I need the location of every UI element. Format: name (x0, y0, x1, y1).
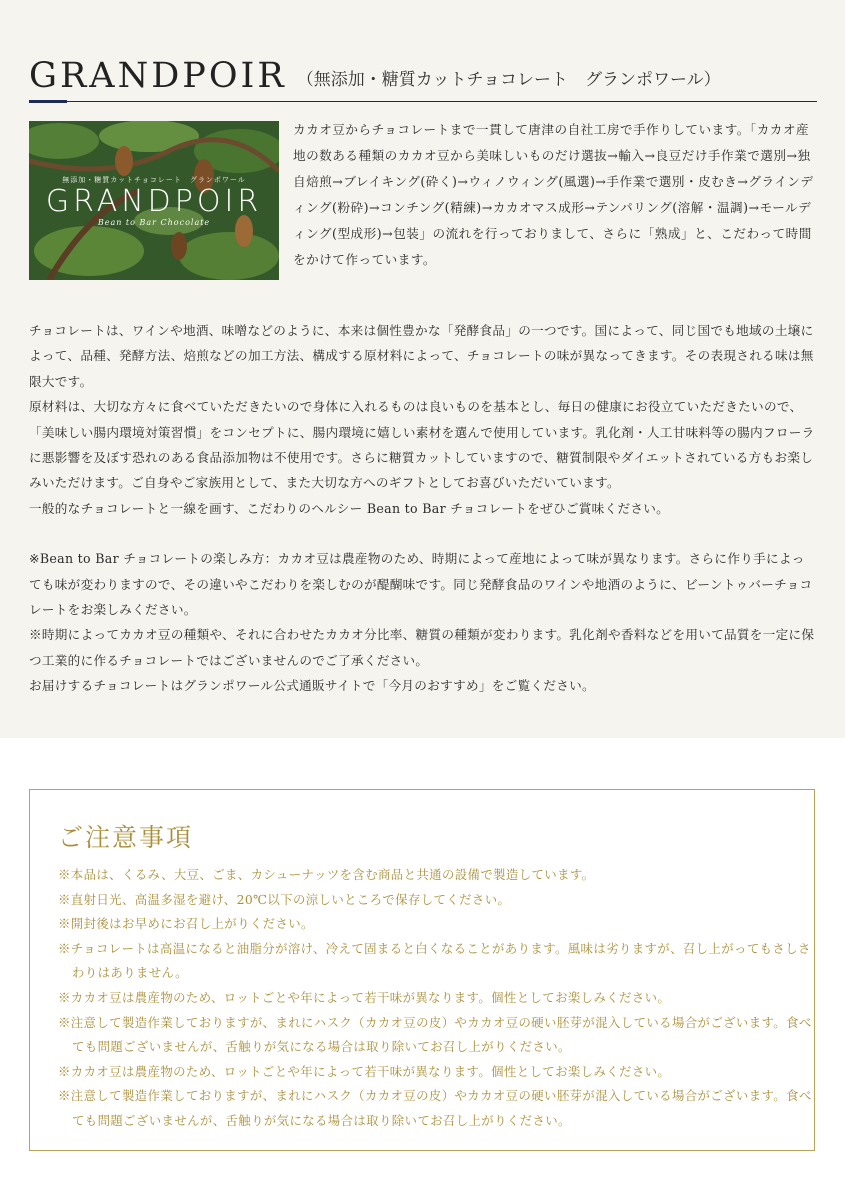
title-divider (29, 101, 817, 102)
notice-box (29, 789, 815, 1151)
title-row (29, 46, 817, 94)
notice-title: ご注意事項 (58, 823, 194, 852)
body-paragraph: ※Bean to Bar チョコレートの楽しみ方：カカオ豆は農産物のため、時期によって産地によって味が異なります。さらに作り手によっても味が変わりますので、その違いやこだわりを楽しむのが醍醐味です。同じ発酵食品のワインや地酒のように、ビーントゥバーチョコレートをお楽しみください。 (29, 551, 813, 618)
title-divider-accent (29, 100, 67, 103)
notice-item: ※カカオ豆は農産物のため、ロットごとや年によって若干味が異なります。個性としてお楽しみください。 (58, 1063, 671, 1079)
photo-logo-tagline: Bean to Bar Chocolate (97, 217, 211, 227)
notice-item: ※カカオ豆は農産物のため、ロットごとや年によって若干味が異なります。個性としてお楽しみください。 (58, 989, 671, 1005)
notice-item: ※開封後はお早めにお召し上がりください。 (58, 916, 314, 932)
photo-logo: GRANDPOIR (45, 183, 263, 219)
photo-logo-overlay (29, 121, 279, 280)
description-body (29, 318, 817, 699)
cacao-tree-photo (29, 121, 279, 280)
body-paragraph: 原材料は、大切な方々に食べていただきたいので身体に入れるものは良いものを基本とし、毎日の健康にお役立ていただきたいので、「美味しい腸内環境対策習慣」をコンセプトに、腸内環境に嬉しい素材を選んで使用しています。乳化剤・人工甘味料等の腸内フローラに悪影響を及ぼす恐れのある食品添加物は不使用です。さらに糖質カットしていますので、糖質制限やダイエットされている方もお楽しみいただけます。ご自身やご家族用として、また大切な方へのギフトとしてお喜びいただいています。 (29, 399, 815, 491)
intro-text: カカオ豆からチョコレートまで一貫して唐津の自社工房で手作りしています。「カカオ産地の数ある種類のカカオ豆から美味しいものだけ選抜→輸入→良豆だけ手作業で選別→独自焙煎→ブレイキング(砕く)→ウィノウィング(風選)→手作業で選別・皮むき→グラインディング(粉砕)→コンチング(精練)→カカオマス成形→テンパリング(溶解・温調)→モールディング(型成形)→包装」の流れを行っておりまして、さらに「熟成」と、こだわって時間をかけて作っています。 (293, 122, 814, 267)
paragraph-gap (29, 521, 817, 546)
body-paragraph: 一般的なチョコレートと一線を画す、こだわりのヘルシー Bean to Bar チョコレートをぜひご賞味ください。 (29, 500, 670, 516)
notice-item: ※注意して製造作業しておりますが、まれにハスク（カカオ豆の皮）やカカオ豆の硬い胚芽が混入している場合がございます。食べても問題ございませんが、舌触りが気になる場合は取り除いてお召し上がりください。 (58, 1014, 812, 1055)
photo-logo-subtext: 無添加・糖質カットチョコレート グランポワール (62, 175, 246, 184)
brand-title: GRANDPOIR (29, 56, 287, 96)
notice-item: ※直射日光、高温多湿を避け、20℃以下の涼しいところで保存してください。 (58, 891, 511, 907)
brand-subtitle: （無添加・糖質カットチョコレート グランポワール） (296, 70, 721, 90)
notice-item: ※注意して製造作業しておりますが、まれにハスク（カカオ豆の皮）やカカオ豆の硬い胚芽が混入している場合がございます。食べても問題ございませんが、舌触りが気になる場合は取り除いてお召し上がりください。 (58, 1088, 812, 1128)
body-paragraph: お届けするチョコレートはグランポワール公式通販サイトで「今月のおすすめ」をご覧ください。 (29, 678, 595, 694)
body-paragraph: ※時期によってカカオ豆の種類や、それに合わせたカカオ分比率、糖質の種類が変わります。乳化剤や香料などを用いて品質を一定に保つ工業的に作るチョコレートではございませんのでご了承ください。 (29, 627, 815, 668)
body-paragraph: チョコレートは、ワインや地酒、味噌などのように、本来は個性豊かな「発酵食品」の一つです。国によって、同じ国でも地域の土壌によって、品種、発酵方法、焙煎などの加工方法、構成する原材料によって、チョコレートの味が異なってきます。その表現される味は無限大です。 (29, 323, 814, 389)
notice-list (58, 863, 818, 1134)
notice-item: ※本品は、くるみ、大豆、ごま、カシューナッツを含む商品と共通の設備で製造しています。 (58, 867, 595, 882)
notice-item: ※チョコレートは高温になると油脂分が溶け、冷えて固まると白くなることがあります。風味は劣りますが、召し上がってもさしさわりはありません。 (58, 940, 811, 981)
